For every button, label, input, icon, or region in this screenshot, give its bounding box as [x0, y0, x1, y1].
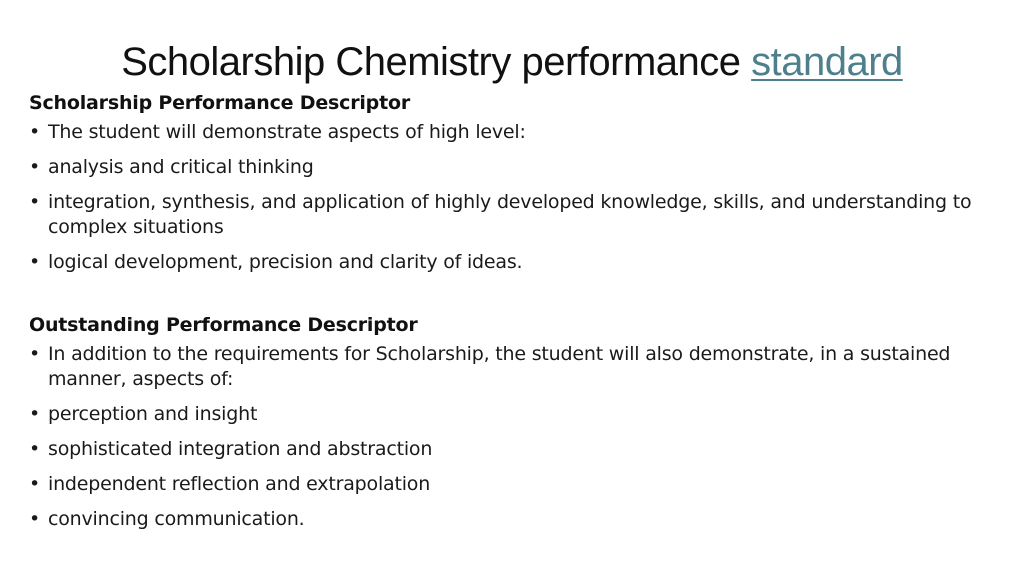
- scholarship-heading: Scholarship Performance Descriptor: [29, 92, 410, 114]
- bullet-icon: •: [29, 403, 41, 425]
- bullet-icon: •: [29, 191, 41, 213]
- outstanding-bullet-list: [29, 342, 1004, 532]
- bullet-text: analysis and critical thinking: [48, 156, 314, 178]
- bullet-text: In addition to the requirements for Scholarship, the student will also demonstrate, in a sustained manner, aspects of:: [48, 343, 951, 390]
- bullet-icon: •: [29, 473, 41, 495]
- standard-link[interactable]: standard: [751, 40, 903, 84]
- bullet-text: independent reflection and extrapolation: [48, 473, 431, 495]
- scholarship-bullet-list: [29, 120, 1004, 275]
- bullet-text: sophisticated integration and abstraction: [48, 438, 433, 460]
- bullet-text: integration, synthesis, and application of highly developed knowledge, skills, and understanding to complex situations: [48, 191, 972, 238]
- outstanding-heading: Outstanding Performance Descriptor: [29, 314, 418, 336]
- bullet-item: [29, 250, 1004, 275]
- slide-title: [0, 38, 1024, 86]
- bullet-text: perception and insight: [48, 403, 258, 425]
- outstanding-section: [29, 312, 1004, 532]
- bullet-item: [29, 342, 1004, 392]
- bullet-text: convincing communication.: [48, 508, 305, 530]
- bullet-icon: •: [29, 251, 41, 273]
- bullet-icon: •: [29, 343, 41, 365]
- bullet-text: logical development, precision and clarity of ideas.: [48, 251, 523, 273]
- bullet-item: [29, 437, 1004, 462]
- bullet-icon: •: [29, 121, 41, 143]
- bullet-icon: •: [29, 438, 41, 460]
- bullet-item: [29, 472, 1004, 497]
- bullet-icon: •: [29, 508, 41, 530]
- bullet-icon: •: [29, 156, 41, 178]
- scholarship-section: [29, 90, 1004, 275]
- bullet-text: The student will demonstrate aspects of high level:: [48, 121, 526, 143]
- bullet-item: [29, 120, 1004, 145]
- bullet-item: [29, 507, 1004, 532]
- bullet-item: [29, 402, 1004, 427]
- slide-body: [29, 90, 1004, 532]
- bullet-item: [29, 190, 1004, 240]
- bullet-item: [29, 155, 1004, 180]
- title-text: Scholarship Chemistry performance: [121, 40, 752, 84]
